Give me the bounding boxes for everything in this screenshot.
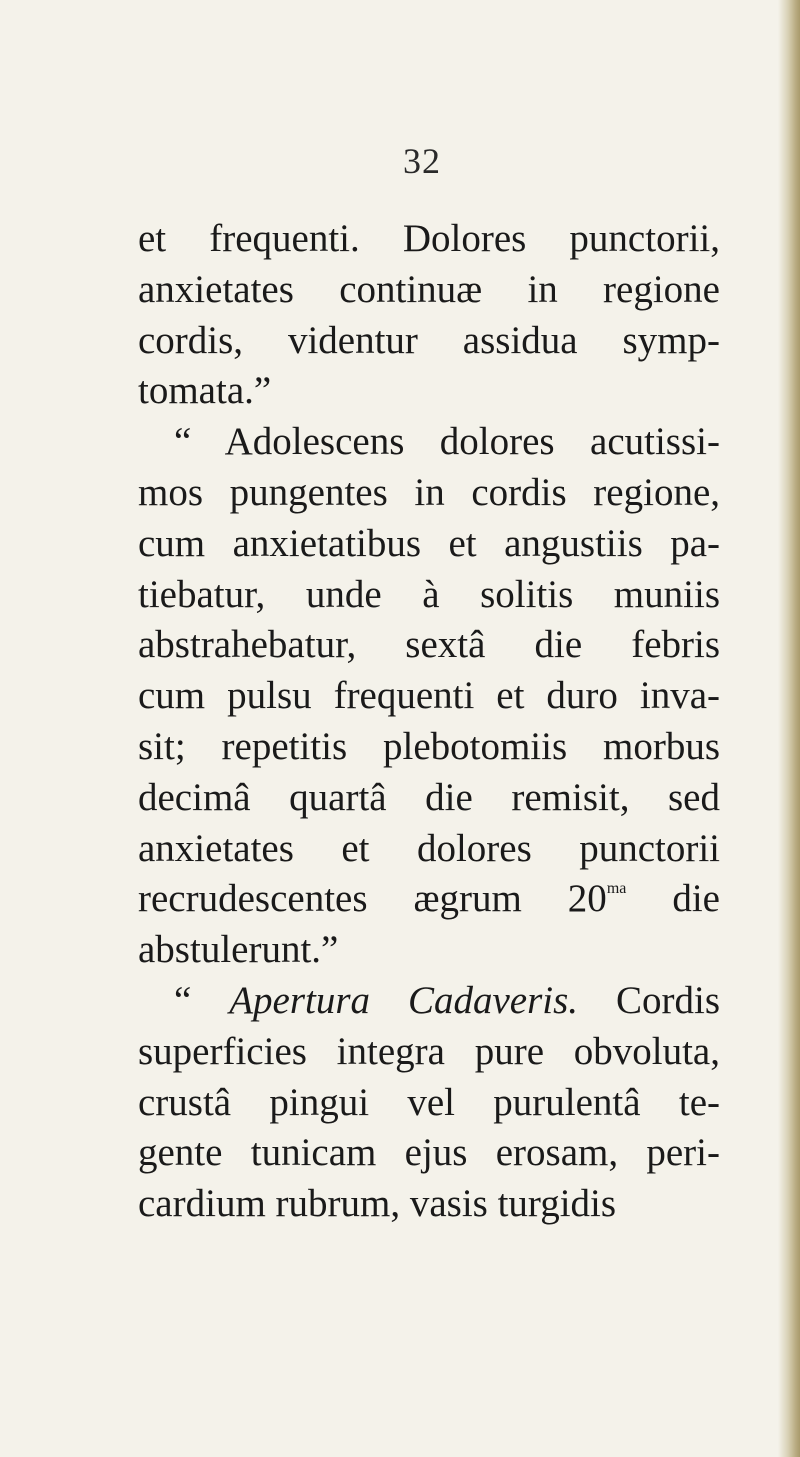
text-line: crustâ pingui vel purulentâ te- (138, 1080, 720, 1124)
text-line: abstrahebatur, sextâ die febris (138, 623, 720, 667)
text-line: tiebatur, unde à solitis muniis (138, 572, 720, 616)
text-line: “ Adolescens dolores acutissi- (174, 420, 720, 464)
line-fragment: “ (174, 978, 230, 1022)
section-heading-italic: Apertura Cadaveris. (229, 978, 579, 1022)
text-line (138, 874, 720, 925)
ordinal-superscript: ma (606, 880, 627, 898)
text-line: cum pulsu frequenti et duro inva- (138, 674, 720, 718)
text-line (138, 976, 720, 1027)
text-line: anxietates continuæ in regione (138, 267, 720, 311)
text-line: cum anxietatibus et angustiis pa- (138, 521, 720, 565)
body-text (138, 214, 720, 1230)
text-line: superficies integra pure obvoluta, (138, 1029, 720, 1073)
text-line: gente tunicam ejus erosam, peri- (138, 1131, 720, 1175)
text-line: cordis, videntur assidua symp- (138, 318, 720, 362)
text-line: abstulerunt.” (138, 928, 339, 972)
text-line: et frequenti. Dolores punctorii, (138, 217, 720, 260)
text-line: sit; repetitis plebotomiis morbus (138, 724, 720, 768)
page-number: 32 (403, 141, 441, 181)
text-line: tomata.” (138, 369, 272, 413)
text-line: mos pungentes in cordis regione, (138, 470, 720, 514)
line-fragment: Cordis (578, 978, 720, 1022)
text-line: anxietates et dolores punctorii (138, 826, 720, 870)
text-line: decimâ quartâ die remisit, sed (138, 775, 720, 819)
page-edge-shadow (778, 0, 800, 1457)
text-line: cardium rubrum, vasis turgidis (138, 1182, 617, 1226)
line-fragment: die (626, 877, 720, 921)
line-fragment: recrudescentes ægrum 20 (138, 877, 607, 921)
